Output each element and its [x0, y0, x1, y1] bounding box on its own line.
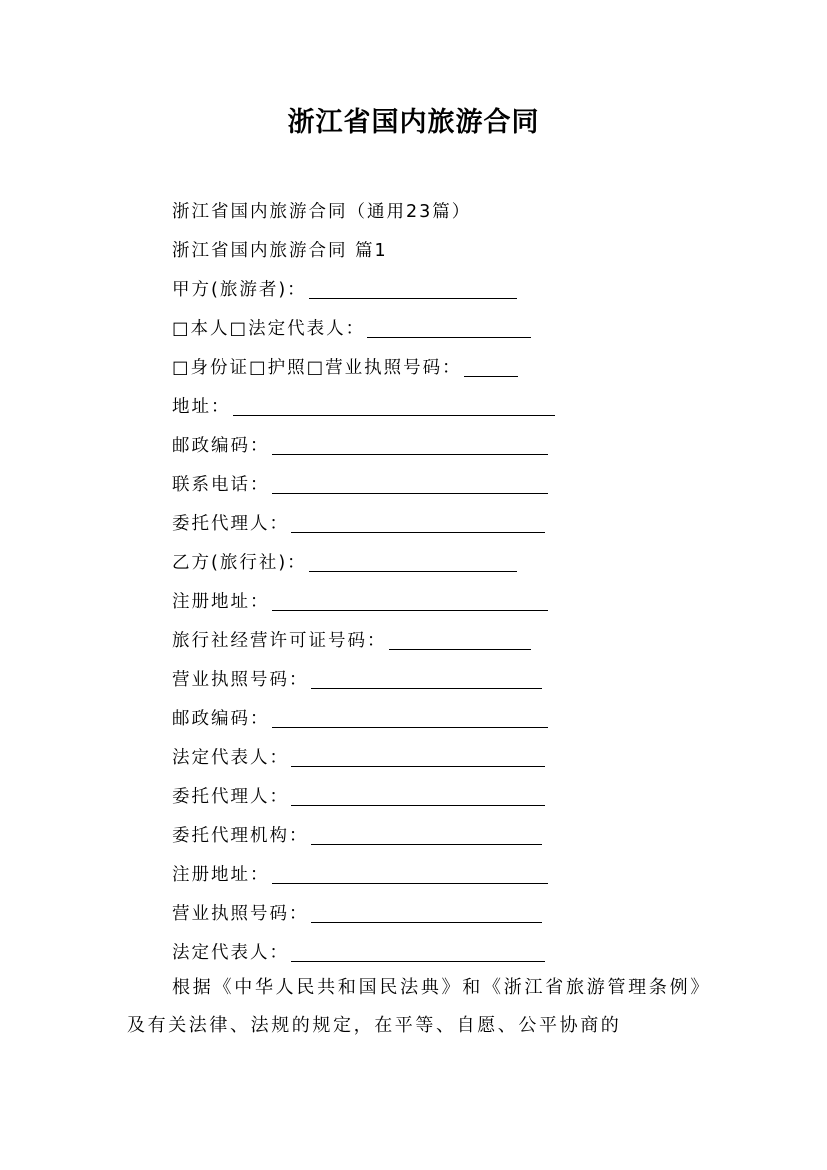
party-a-address-label: 地址：: [172, 397, 231, 417]
section-heading-text: 浙江省国内旅游合同 篇1: [172, 241, 388, 261]
party-b-agent-blank[interactable]: [291, 787, 545, 806]
agent-org-address-field: [172, 863, 548, 887]
agent-org-legal-rep-field: [172, 941, 545, 965]
party-a-identity-blank[interactable]: [367, 319, 531, 338]
document-subtitle: [172, 200, 471, 224]
agent-org-legal-rep-label: 法定代表人：: [172, 943, 289, 963]
party-a-label: 甲方(旅游者)：: [172, 280, 307, 300]
party-a-address-blank[interactable]: [233, 397, 555, 416]
party-b-name-blank[interactable]: [309, 553, 517, 572]
party-a-id-label: □身份证□护照□营业执照号码：: [172, 358, 462, 378]
party-a-agent-blank[interactable]: [291, 514, 545, 533]
party-b-address-blank[interactable]: [272, 592, 548, 611]
party-a-phone-blank[interactable]: [272, 475, 548, 494]
agent-org-license-label: 营业执照号码：: [172, 904, 309, 924]
party-a-postal-label: 邮政编码：: [172, 436, 270, 456]
party-a-phone-field: [172, 473, 548, 497]
party-b-license-field: [172, 629, 531, 653]
party-b-postal-blank[interactable]: [272, 709, 548, 728]
party-a-agent-label: 委托代理人：: [172, 514, 289, 534]
party-a-identity-label: □本人□法定代表人：: [172, 319, 366, 339]
party-a-postal-blank[interactable]: [272, 436, 548, 455]
party-a-id-blank[interactable]: [464, 358, 518, 377]
party-b-agent-org-blank[interactable]: [311, 826, 542, 845]
party-b-license-label: 旅行社经营许可证号码：: [172, 631, 387, 651]
party-a-name-blank[interactable]: [309, 280, 517, 299]
party-b-postal-label: 邮政编码：: [172, 709, 270, 729]
party-b-business-license-label: 营业执照号码：: [172, 670, 309, 690]
party-a-phone-label: 联系电话：: [172, 475, 270, 495]
party-b-address-field: [172, 590, 548, 614]
party-b-agent-field: [172, 785, 545, 809]
party-b-address-label: 注册地址：: [172, 592, 270, 612]
party-b-license-blank[interactable]: [389, 631, 531, 650]
page-title: 浙江省国内旅游合同: [287, 107, 540, 138]
agent-org-address-label: 注册地址：: [172, 865, 270, 885]
party-b-name-field: [172, 551, 517, 575]
agent-org-address-blank[interactable]: [272, 865, 548, 884]
party-b-postal-field: [172, 707, 548, 731]
party-b-legal-rep-field: [172, 746, 545, 770]
party-b-business-license-field: [172, 668, 542, 692]
body-paragraph: 根据《中华人民共和国民法典》和《浙江省旅游管理条例》及有关法律、法规的规定，在平等、自愿、公平协商的: [127, 977, 702, 1036]
party-b-agent-label: 委托代理人：: [172, 787, 289, 807]
party-b-agent-org-field: [172, 824, 542, 848]
party-b-label: 乙方(旅行社)：: [172, 553, 307, 573]
agent-org-license-blank[interactable]: [311, 904, 542, 923]
party-b-agent-org-label: 委托代理机构：: [172, 826, 309, 846]
section-heading: [172, 239, 388, 263]
agent-org-license-field: [172, 902, 542, 926]
subtitle-text: 浙江省国内旅游合同（通用23篇）: [172, 202, 472, 222]
party-b-legal-rep-blank[interactable]: [291, 748, 545, 767]
party-a-address-field: [172, 395, 555, 419]
party-a-name-field: [172, 278, 517, 302]
party-a-identity-field: [172, 317, 531, 341]
party-a-agent-field: [172, 512, 545, 536]
party-b-legal-rep-label: 法定代表人：: [172, 748, 289, 768]
party-a-postal-field: [172, 434, 548, 458]
party-b-business-license-blank[interactable]: [311, 670, 542, 689]
party-a-id-field: [172, 356, 518, 380]
agent-org-legal-rep-blank[interactable]: [291, 943, 545, 962]
